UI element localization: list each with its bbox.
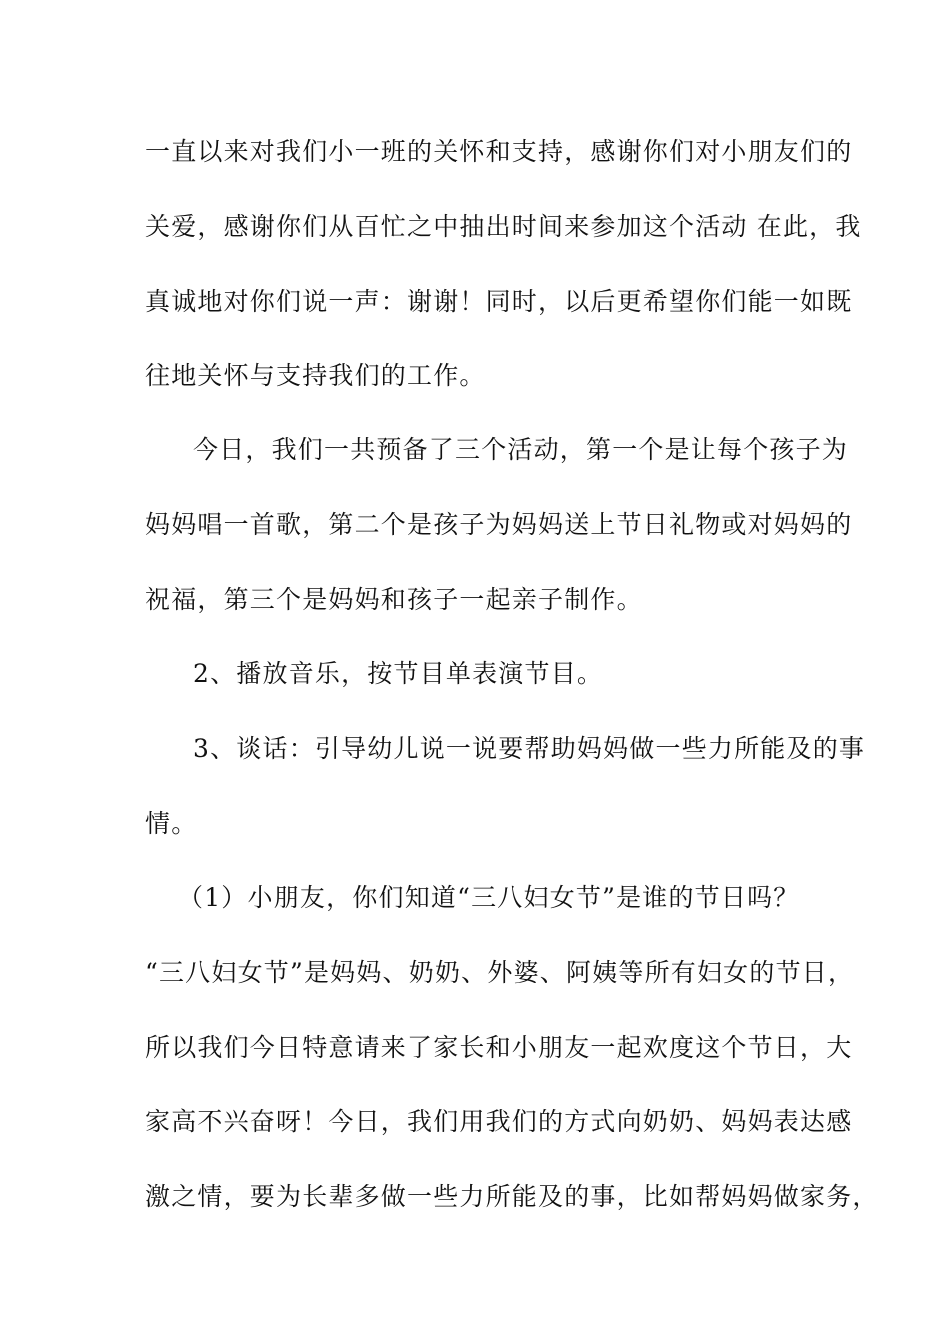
paragraph-line: 关爱，感谢你们从百忙之中抽出时间来参加这个活动 在此，我 [145,212,862,241]
list-item-line: （1）小朋友，你们知道“三八妇女节”是谁的节日吗？ [178,883,800,912]
paragraph-line: 今日，我们一共预备了三个活动，第一个是让每个孩子为 [193,435,849,464]
paragraph-line: 往地关怀与支持我们的工作。 [145,361,486,390]
list-item-line: 3、谈话：引导幼儿说一说要帮助妈妈做一些力所能及的事 [193,734,866,763]
paragraph-line: 家高不兴奋呀！今日，我们用我们的方式向奶奶、妈妈表达感 [145,1107,853,1136]
paragraph-line: 一直以来对我们小一班的关怀和支持，感谢你们对小朋友们的 [145,137,853,166]
paragraph-line: 所以我们今日特意请来了家长和小朋友一起欢度这个节日，大 [145,1033,853,1062]
paragraph-line: 祝福，第三个是妈妈和孩子一起亲子制作。 [145,585,643,614]
list-item-line: 2、播放音乐，按节目单表演节目。 [193,659,604,688]
paragraph-line: 情。 [145,809,198,838]
paragraph-line: “三八妇女节”是妈妈、奶奶、外婆、阿姨等所有妇女的节日， [145,958,855,987]
paragraph-line: 真诚地对你们说一声：谢谢！同时，以后更希望你们能一如既 [145,287,853,316]
paragraph-line: 激之情，要为长辈多做一些力所能及的事，比如帮妈妈做家务， [145,1182,879,1211]
paragraph-line: 妈妈唱一首歌，第二个是孩子为妈妈送上节日礼物或对妈妈的 [145,510,853,539]
